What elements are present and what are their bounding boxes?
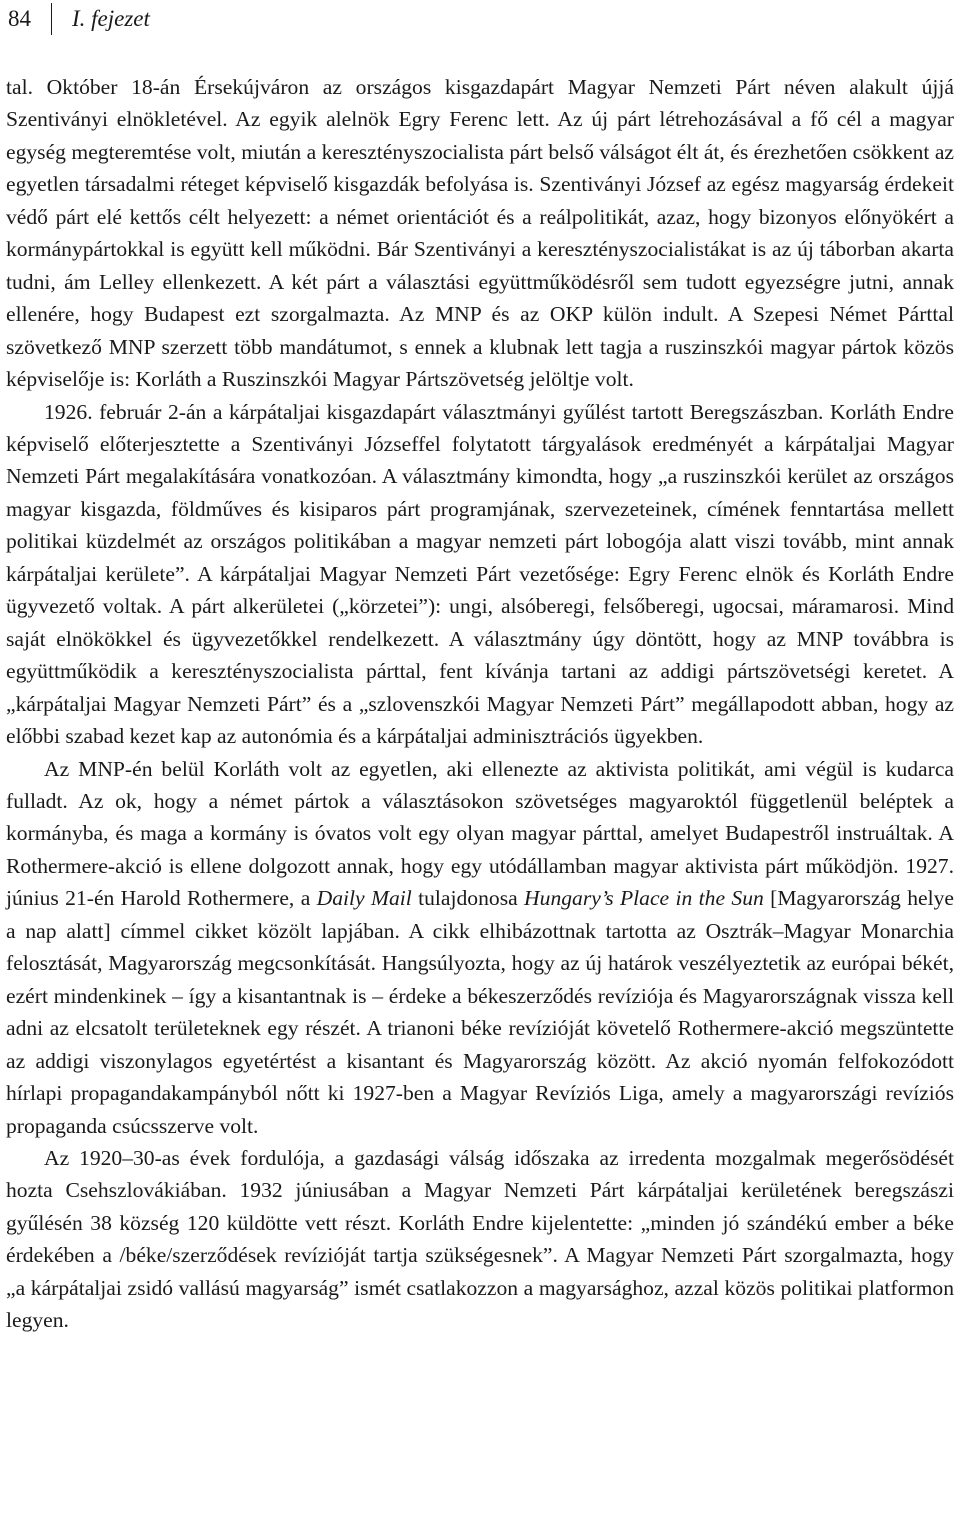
paragraph-text: [Magyarország helye a nap alatt] címmel cikket közölt lapjában. A cikk elhibázottnak tartotta az Osztrák–Magyar Monarchia felosztását, Magyarország megcsonkítását. Hangsúlyozta, hogy az új határok veszélyeztetik az európai békét, ezért mindenkinek – így a kisantantnak is – érdeke a békeszerződés revíziója és Magyarországnak vissza kell adni az elcsatolt területeknek egy részét. A trianoni béke revízióját követelő Rothermere-akció megszüntette az addigi viszonylagos egyetértést a kisantant és Magyarország között. Az akció nyomán felfokozódott hírlapi propagandakampányból nőtt ki 1927-ben a Magyar Revíziós Liga, amely a magyarországi revíziós propaganda csúcsszerve volt. — [6, 886, 954, 1138]
newspaper-title: Daily Mail — [316, 886, 412, 911]
chapter-title: I. fejezet — [72, 6, 150, 31]
paragraph-text: tal. Október 18-án Érsekújváron az országos kisgazdapárt Magyar Nemzeti Párt néven alakult újjá Szentiványi elnökletével. Az egyik alelnök Egry Ferenc lett. Az új párt létrehozásával a fő cél a magyar egység megteremtése volt, miután a keresztényszocialista párt belső válságot élt át, és érezhetően csökkent az egyetlen társadalmi réteget képviselő kisgazdák befolyása is. Szentiványi József az egész magyarság érdekeit védő párt elé kettős célt helyezett: a német orientációt és a reálpolitikát, azaz, hogy bizonyos előnyökért a kormánypártokkal is együtt kell működni. Bár Szentiványi a keresztényszocialistákat is az új táborban akarta tudni, ám Lelley ellenkezett. A két párt a választási együttműködésről sem tudott egyezségre jutni, annak ellenére, hogy Budapest ezt szorgalmazta. Az MNP és az OKP külön indult. A Szepesi Német Párttal szövetkező MNP szerzett több mandátumot, s ennek a klubnak lett tagja a ruszinszkói magyar pártok közös képviselője is: Korláth a Ruszinszkói Magyar Pártszövetség jelöltje volt. — [6, 75, 954, 392]
paragraph-1 — [6, 71, 954, 396]
page-number: 84 — [8, 6, 31, 31]
paragraph-3 — [6, 753, 954, 1142]
body-text — [6, 71, 954, 1337]
article-title: Hungary’s Place in the Sun — [524, 886, 764, 911]
paragraph-4 — [6, 1142, 954, 1337]
paragraph-2 — [6, 396, 954, 753]
paragraph-text: Az 1920–30-as évek fordulója, a gazdasági válság időszaka az irredenta mozgalmak megerősödését hozta Csehszlovákiában. 1932 júniusában a Magyar Nemzeti Párt kárpátaljai kerületének beregszászi gyűlésén 38 község 120 küldötte vett részt. Korláth Endre kijelentette: „minden jó szándékú ember a béke érdekében a /béke/szerződések revízióját tartja szükségesnek”. A Magyar Nemzeti Párt szorgalmazta, hogy „a kárpátaljai zsidó vallású magyarság” ismét csatlakozzon a magyarsághoz, azzal közös politikai platformon legyen. — [6, 1145, 954, 1333]
page-header — [8, 2, 150, 36]
paragraph-text: 1926. február 2-án a kárpátaljai kisgazdapárt választmányi gyűlést tartott Beregszászban. Korláth Endre képviselő előterjesztette a Szentiványi Józseffel folytatott tárgyalások eredményét a kárpátaljai Magyar Nemzeti Párt megalakítására vonatkozóan. A választmány kimondta, hogy „a ruszinszkói kerület az országos magyar kisgazda, földműves és kisiparos párt programjának, szervezeteinek, címének fenntartása mellett politikai küzdelmét az országos politikában a magyar nemzeti párt lobogója alatt viszi tovább, mint annak kárpátaljai kerülete”. A kárpátaljai Magyar Nemzeti Párt vezetősége: Egry Ferenc elnök és Korláth Endre ügyvezető voltak. A párt alkerületei („körzetei”): ungi, alsóberegi, felsőberegi, ugocsai, máramarosi. Mind saját elnökökkel és ügyvezetőkkel rendelkezett. A választmány úgy döntött, hogy az MNP továbbra is együttműködik a keresztényszocialista párttal, fent kívánja tartani az addigi pártszövetségi keretet. A „kárpátaljai Magyar Nemzeti Párt” és a „szlovenszkói Magyar Nemzeti Párt” megállapodott abban, hogy az előbbi szabad kezet kap az autonómia és a kárpátaljai adminisztrációs ügyekben. — [6, 399, 954, 749]
paragraph-text: tulajdonosa — [411, 886, 525, 911]
paragraph-text: Az MNP-én belül Korláth volt az egyetlen, aki ellenezte az aktivista politikát, ami végül is kudarca fulladt. Az ok, hogy a német pártok a választásokon szövetséges magyaroktól függetlenül beléptek a kormányba, és maga a kormány is óvatos volt egy olyan magyar párttal, amelyet Budapestről instruáltak. A Rothermere-akció is ellene dolgozott annak, hogy egy utódállamban magyar aktivista párt működjön. 1927. június 21-én Harold Rothermere, a — [6, 756, 954, 911]
